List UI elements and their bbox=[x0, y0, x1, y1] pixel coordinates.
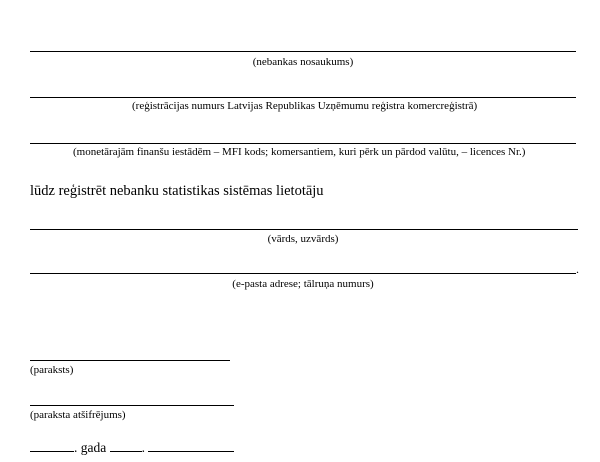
contact-caption: (e-pasta adrese; tālruņa numurs) bbox=[232, 278, 374, 290]
signature-transcript-caption: (paraksta atšifrējums) bbox=[30, 409, 126, 421]
year-blank[interactable] bbox=[30, 438, 74, 452]
nonbank-name-caption: (nebankas nosaukums) bbox=[252, 56, 354, 68]
full-name-caption: (vārds, uzvārds) bbox=[267, 233, 339, 245]
code-caption: (monetārajām finanšu iestādēm – MFI kods; komersantiem, kuri pērk un pārdod valūtu, – licences Nr.) bbox=[73, 146, 526, 158]
registration-number-caption: (reģistrācijas numurs Latvijas Republikas Uzņēmumu reģistra komercreģistrā) bbox=[132, 100, 478, 112]
full-name-field-line[interactable] bbox=[30, 229, 578, 230]
signature-line[interactable] bbox=[30, 360, 230, 361]
date-row bbox=[30, 438, 234, 456]
nonbank-name-field-line[interactable] bbox=[30, 51, 576, 52]
contact-trailing-period: . bbox=[576, 262, 579, 276]
signature-caption: (paraksts) bbox=[30, 364, 74, 376]
contact-field-line[interactable] bbox=[30, 273, 576, 274]
code-field-line[interactable] bbox=[30, 143, 576, 144]
day-suffix: . bbox=[141, 440, 145, 455]
day-blank[interactable] bbox=[110, 438, 142, 452]
month-blank[interactable] bbox=[148, 438, 234, 452]
registration-number-field-line[interactable] bbox=[30, 97, 576, 98]
request-text: lūdz reģistrēt nebanku statistikas sistēmas lietotāju bbox=[30, 183, 324, 199]
year-suffix: . gada bbox=[74, 440, 107, 455]
signature-transcript-line[interactable] bbox=[30, 405, 234, 406]
